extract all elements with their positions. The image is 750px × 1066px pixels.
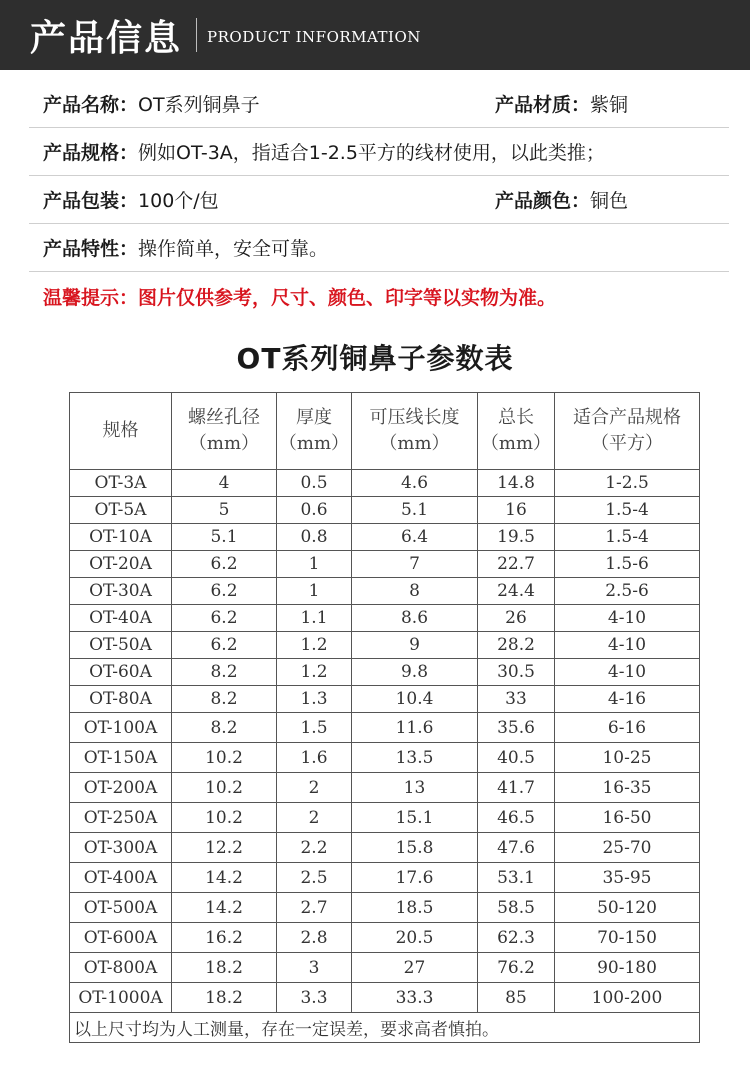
table-cell: 85 [478, 983, 555, 1013]
table-cell: 11.6 [352, 713, 478, 743]
table-cell: 6-16 [555, 713, 700, 743]
product-name [29, 90, 260, 117]
table-cell: 53.1 [478, 863, 555, 893]
table-cell: 2 [277, 773, 352, 803]
product-color [495, 186, 628, 213]
table-cell: 33 [478, 686, 555, 713]
table-cell: 8.2 [172, 713, 277, 743]
info-row-package [29, 176, 729, 224]
table-cell: 1.3 [277, 686, 352, 713]
warning-notice: 温馨提示：图片仅供参考，尺寸、颜色、印字等以实物为准。 [43, 286, 557, 309]
table-cell: 0.5 [277, 470, 352, 497]
table-cell: 25-70 [555, 833, 700, 863]
table-cell: 90-180 [555, 953, 700, 983]
table-cell: 100-200 [555, 983, 700, 1013]
table-cell: 62.3 [478, 923, 555, 953]
product-name-value: OT系列铜鼻子 [138, 94, 260, 116]
table-row [70, 923, 700, 953]
table-cell: OT-80A [70, 686, 172, 713]
table-row [70, 743, 700, 773]
table-cell: OT-250A [70, 803, 172, 833]
table-row [70, 863, 700, 893]
table-cell: OT-400A [70, 863, 172, 893]
table-cell: 8.6 [352, 605, 478, 632]
header-cell [70, 393, 172, 470]
table-cell: 18.2 [172, 983, 277, 1013]
table-cell: 10.2 [172, 743, 277, 773]
table-cell: 16.2 [172, 923, 277, 953]
table-row [70, 497, 700, 524]
table-cell: 26 [478, 605, 555, 632]
table-cell: 15.8 [352, 833, 478, 863]
table-cell: OT-60A [70, 659, 172, 686]
table-cell: 33.3 [352, 983, 478, 1013]
table-row [70, 983, 700, 1013]
product-feature-label: 产品特性： [43, 238, 139, 260]
header-title: 产品信息 [30, 17, 183, 59]
table-cell: OT-3A [70, 470, 172, 497]
table-cell: 2.2 [277, 833, 352, 863]
table-cell: 1.6 [277, 743, 352, 773]
table-cell: 1.2 [277, 632, 352, 659]
table-cell: 28.2 [478, 632, 555, 659]
header-name: 螺丝孔径 [188, 407, 260, 428]
table-cell: 5 [172, 497, 277, 524]
table-cell: 12.2 [172, 833, 277, 863]
header-unit: （mm） [379, 433, 450, 454]
table-cell: 6.2 [172, 605, 277, 632]
table-row [70, 833, 700, 863]
table-cell: 15.1 [352, 803, 478, 833]
table-cell: 20.5 [352, 923, 478, 953]
table-cell: 4 [172, 470, 277, 497]
table-cell: 2.8 [277, 923, 352, 953]
table-cell: 1-2.5 [555, 470, 700, 497]
table-cell: 6.2 [172, 551, 277, 578]
table-row [70, 632, 700, 659]
table-cell: 40.5 [478, 743, 555, 773]
product-material-label: 产品材质： [495, 94, 591, 116]
table-row [70, 470, 700, 497]
table-cell: 1.5-4 [555, 524, 700, 551]
table-cell: OT-800A [70, 953, 172, 983]
header-name: 适合产品规格 [573, 407, 681, 428]
table-cell: 1.2 [277, 659, 352, 686]
table-row [70, 773, 700, 803]
table-cell: 4-10 [555, 632, 700, 659]
table-cell: 1.1 [277, 605, 352, 632]
table-cell: 4-10 [555, 605, 700, 632]
table-cell: OT-200A [70, 773, 172, 803]
header-name: 可压线长度 [369, 407, 460, 428]
table-cell: 1 [277, 551, 352, 578]
table-note-row [70, 1013, 700, 1043]
info-row-feature [29, 224, 729, 272]
table-cell: 3.3 [277, 983, 352, 1013]
table-cell: OT-1000A [70, 983, 172, 1013]
table-cell: 16 [478, 497, 555, 524]
table-cell: 14.2 [172, 863, 277, 893]
table-cell: 9.8 [352, 659, 478, 686]
table-row [70, 578, 700, 605]
table-cell: 5.1 [352, 497, 478, 524]
table-cell: 30.5 [478, 659, 555, 686]
table-cell: 8.2 [172, 659, 277, 686]
table-cell: OT-50A [70, 632, 172, 659]
table-row [70, 713, 700, 743]
table-cell: 13.5 [352, 743, 478, 773]
table-row [70, 953, 700, 983]
table-cell: 10.2 [172, 773, 277, 803]
header-name: 总长 [498, 407, 534, 428]
table-cell: 35-95 [555, 863, 700, 893]
product-spec-value: 例如OT-3A，指适合1-2.5平方的线材使用，以此类推； [138, 142, 605, 164]
table-cell: 8.2 [172, 686, 277, 713]
table-cell: OT-600A [70, 923, 172, 953]
table-cell: 2.7 [277, 893, 352, 923]
table-cell: 13 [352, 773, 478, 803]
table-cell: 22.7 [478, 551, 555, 578]
table-body [70, 470, 700, 1013]
product-material [495, 90, 628, 117]
header-cell [277, 393, 352, 470]
table-cell: 6.2 [172, 578, 277, 605]
table-cell: 4.6 [352, 470, 478, 497]
product-info [29, 80, 729, 320]
table-cell: OT-40A [70, 605, 172, 632]
product-color-label: 产品颜色： [495, 190, 591, 212]
header-cell [478, 393, 555, 470]
header-subtitle: PRODUCT INFORMATION [207, 28, 421, 46]
table-cell: 2 [277, 803, 352, 833]
page-header [0, 0, 750, 70]
product-package-label: 产品包装： [43, 190, 139, 212]
table-cell: 6.2 [172, 632, 277, 659]
table-cell: 18.2 [172, 953, 277, 983]
table-cell: 47.6 [478, 833, 555, 863]
table-cell: 41.7 [478, 773, 555, 803]
product-color-value: 铜色 [590, 190, 629, 212]
table-row [70, 893, 700, 923]
table-cell: 19.5 [478, 524, 555, 551]
table-cell: 1.5-4 [555, 497, 700, 524]
table-row [70, 605, 700, 632]
table-cell: 4-16 [555, 686, 700, 713]
header-cell [172, 393, 277, 470]
table-cell: 8 [352, 578, 478, 605]
table-cell: 35.6 [478, 713, 555, 743]
product-package [29, 186, 219, 213]
table-cell: 10.4 [352, 686, 478, 713]
header-unit: （平方） [591, 433, 663, 454]
table-cell: 7 [352, 551, 478, 578]
header-divider [196, 18, 197, 52]
table-cell: 24.4 [478, 578, 555, 605]
product-name-label: 产品名称： [43, 94, 139, 116]
table-title: OT系列铜鼻子参数表 [236, 342, 514, 375]
table-cell: 2.5 [277, 863, 352, 893]
header-name: 规格 [102, 420, 139, 441]
product-material-value: 紫铜 [590, 94, 629, 116]
header-unit: （mm） [278, 433, 350, 454]
header-name: 厚度 [296, 407, 332, 428]
table-cell: 18.5 [352, 893, 478, 923]
product-spec [29, 138, 605, 165]
table-row [70, 524, 700, 551]
info-row-spec [29, 128, 729, 176]
table-cell: 58.5 [478, 893, 555, 923]
table-cell: OT-20A [70, 551, 172, 578]
table-cell: 76.2 [478, 953, 555, 983]
table-cell: 10-25 [555, 743, 700, 773]
table-cell: 6.4 [352, 524, 478, 551]
table-cell: 0.8 [277, 524, 352, 551]
table-cell: 0.6 [277, 497, 352, 524]
table-cell: 14.2 [172, 893, 277, 923]
table-cell: OT-5A [70, 497, 172, 524]
table-cell: 2.5-6 [555, 578, 700, 605]
table-cell: 1.5 [277, 713, 352, 743]
table-cell: 17.6 [352, 863, 478, 893]
header-cell [352, 393, 478, 470]
table-cell: OT-500A [70, 893, 172, 923]
table-cell: 5.1 [172, 524, 277, 551]
table-cell: 9 [352, 632, 478, 659]
table-row [70, 803, 700, 833]
table-cell: 1.5-6 [555, 551, 700, 578]
table-cell: OT-30A [70, 578, 172, 605]
table-cell: 50-120 [555, 893, 700, 923]
header-unit: （mm） [188, 433, 260, 454]
table-row [70, 686, 700, 713]
table-cell: 3 [277, 953, 352, 983]
table-cell: 70-150 [555, 923, 700, 953]
table-cell: OT-100A [70, 713, 172, 743]
product-feature [29, 234, 328, 261]
product-spec-label: 产品规格： [43, 142, 139, 164]
product-feature-value: 操作简单，安全可靠。 [138, 238, 329, 260]
table-note: 以上尺寸均为人工测量，存在一定误差，要求高者慎拍。 [70, 1013, 700, 1043]
info-row-name [29, 80, 729, 128]
table-cell: OT-150A [70, 743, 172, 773]
spec-table [69, 392, 700, 1043]
table-row [70, 659, 700, 686]
table-cell: 1 [277, 578, 352, 605]
table-cell: OT-300A [70, 833, 172, 863]
table-row [70, 551, 700, 578]
table-header-row [70, 393, 700, 470]
table-cell: 16-50 [555, 803, 700, 833]
table-cell: 14.8 [478, 470, 555, 497]
table-cell: 10.2 [172, 803, 277, 833]
header-unit: （mm） [480, 433, 552, 454]
table-cell: OT-10A [70, 524, 172, 551]
product-package-value: 100个/包 [138, 190, 219, 212]
table-cell: 16-35 [555, 773, 700, 803]
table-cell: 46.5 [478, 803, 555, 833]
table-cell: 27 [352, 953, 478, 983]
header-cell [555, 393, 700, 470]
table-cell: 4-10 [555, 659, 700, 686]
